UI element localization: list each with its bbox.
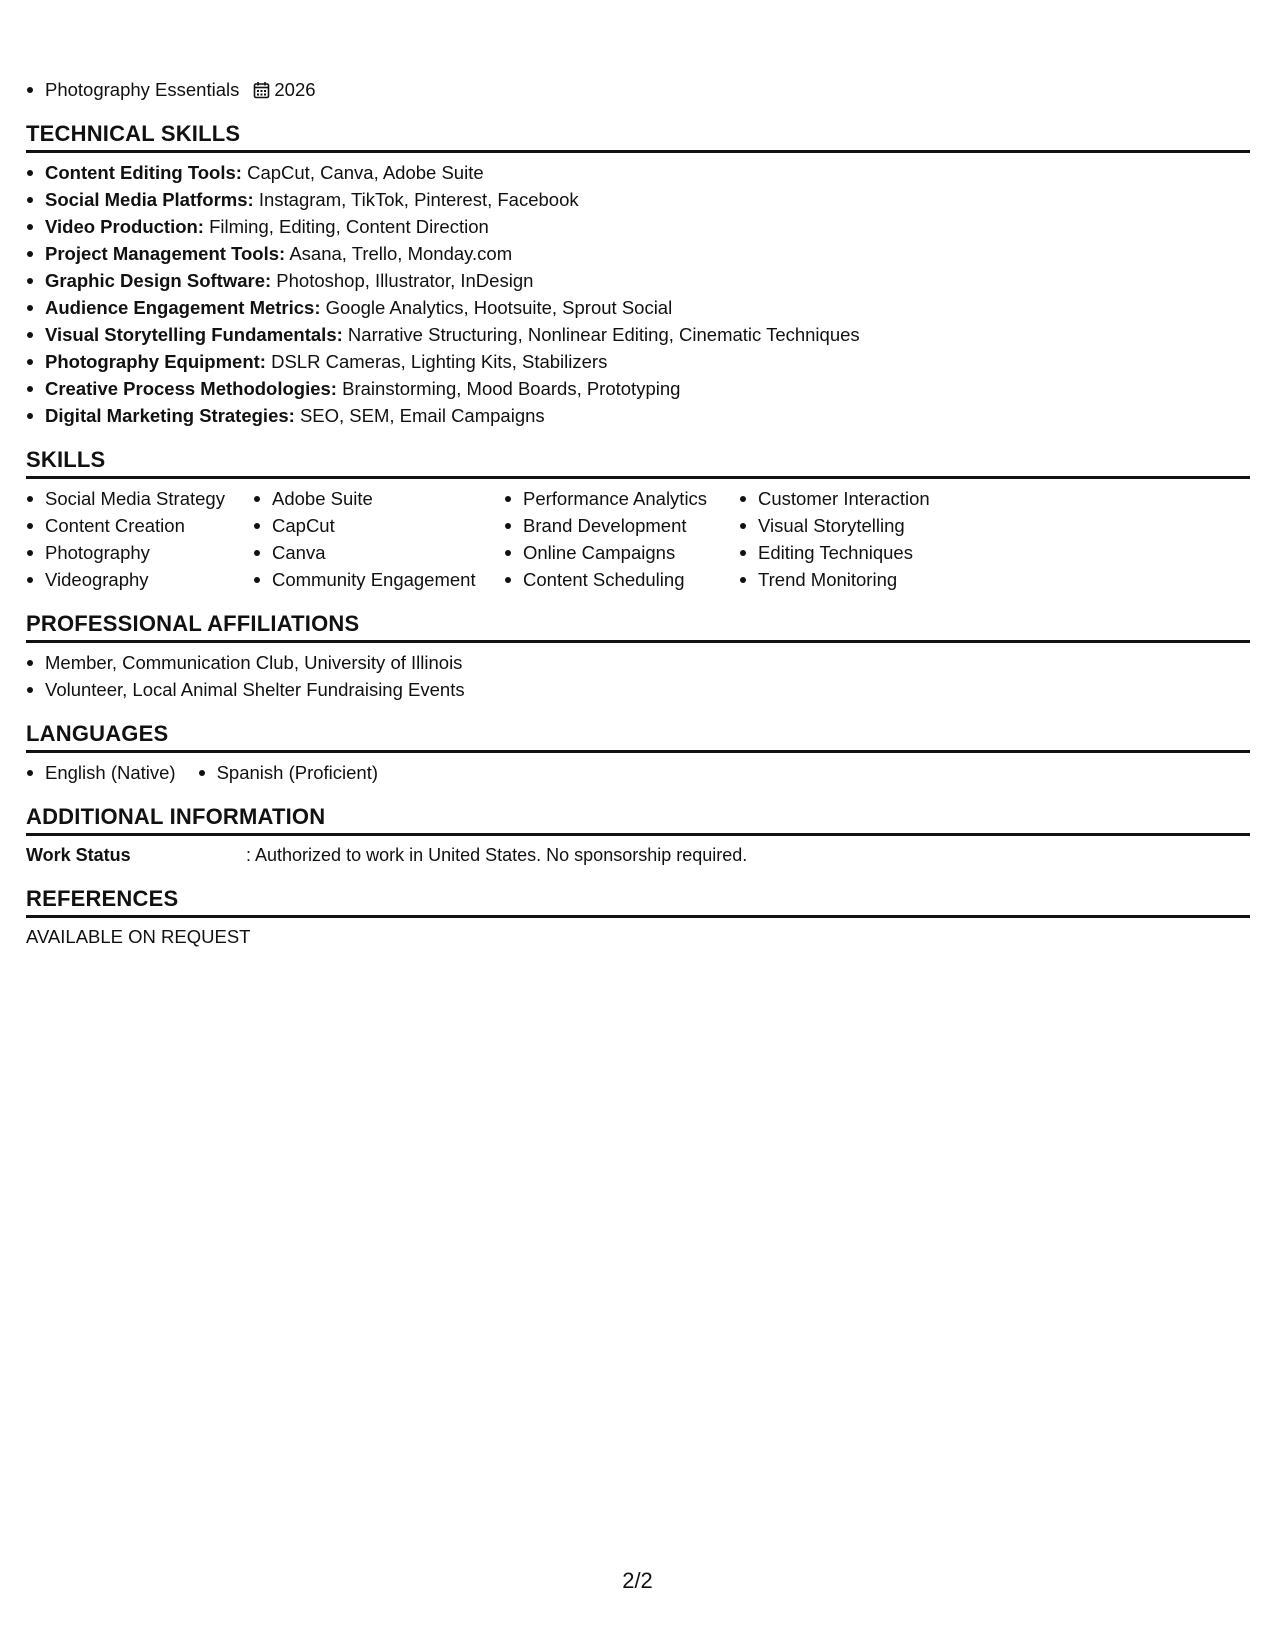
skill-item: Editing Techniques	[739, 539, 930, 566]
section-title: REFERENCES	[26, 886, 1250, 918]
technical-skill-label: Social Media Platforms:	[45, 189, 254, 210]
section-title: ADDITIONAL INFORMATION	[26, 804, 1250, 836]
technical-skill-item	[26, 294, 1250, 321]
technical-skill-item	[26, 402, 1250, 429]
technical-skill-value: Asana, Trello, Monday.com	[289, 243, 513, 264]
languages-list	[26, 753, 1250, 786]
skills-section	[26, 447, 1250, 593]
technical-skill-label: Photography Equipment:	[45, 351, 266, 372]
affiliations-list	[26, 643, 1250, 703]
skill-item: Videography	[26, 566, 229, 593]
skill-item: Customer Interaction	[739, 485, 930, 512]
skill-item: Social Media Strategy	[26, 485, 229, 512]
skill-item: Content Scheduling	[504, 566, 716, 593]
list-item: Volunteer, Local Animal Shelter Fundraising Events	[26, 676, 1250, 703]
technical-skill-item	[26, 159, 1250, 186]
technical-skill-value: DSLR Cameras, Lighting Kits, Stabilizers	[271, 351, 608, 372]
section-title: LANGUAGES	[26, 721, 1250, 753]
technical-skill-value: Brainstorming, Mood Boards, Prototyping	[342, 378, 681, 399]
references-text: AVAILABLE ON REQUEST	[26, 926, 251, 947]
technical-skill-value: Instagram, TikTok, Pinterest, Facebook	[258, 189, 579, 210]
skill-item: CapCut	[253, 512, 481, 539]
section-title: SKILLS	[26, 447, 1250, 479]
certification-list	[26, 76, 1250, 103]
additional-info-section	[26, 804, 1250, 868]
technical-skill-value: CapCut, Canva, Adobe Suite	[247, 162, 484, 183]
skill-item: Online Campaigns	[504, 539, 716, 566]
technical-skill-label: Digital Marketing Strategies:	[45, 405, 295, 426]
technical-skill-label: Content Editing Tools:	[45, 162, 242, 183]
technical-skill-value: SEO, SEM, Email Campaigns	[299, 405, 545, 426]
work-status-value: : Authorized to work in United States. No sponsorship required.	[246, 845, 748, 865]
technical-skill-value: Photoshop, Illustrator, InDesign	[276, 270, 534, 291]
references-section	[26, 886, 1250, 950]
technical-skills-section	[26, 121, 1250, 429]
skill-item: Brand Development	[504, 512, 716, 539]
section-title: PROFESSIONAL AFFILIATIONS	[26, 611, 1250, 643]
skill-item: Community Engagement	[253, 566, 481, 593]
page-number: 2/2	[622, 1568, 653, 1593]
technical-skill-label: Visual Storytelling Fundamentals:	[45, 324, 343, 345]
technical-skills-list	[26, 153, 1250, 429]
technical-skill-item	[26, 186, 1250, 213]
languages-section	[26, 721, 1250, 786]
skill-item: Content Creation	[26, 512, 229, 539]
skill-item: Performance Analytics	[504, 485, 716, 512]
section-title: TECHNICAL SKILLS	[26, 121, 1250, 153]
list-item: Member, Communication Club, University of Illinois	[26, 649, 1250, 676]
work-status-row	[26, 836, 1250, 868]
skill-item: Canva	[253, 539, 481, 566]
technical-skill-item	[26, 321, 1250, 348]
skills-column	[504, 485, 716, 593]
skill-item: Adobe Suite	[253, 485, 481, 512]
technical-skill-item	[26, 375, 1250, 402]
skill-item: Trend Monitoring	[739, 566, 930, 593]
skills-column	[26, 485, 229, 593]
affiliations-section	[26, 611, 1250, 703]
skill-item: Photography	[26, 539, 229, 566]
technical-skill-label: Video Production:	[45, 216, 204, 237]
technical-skill-label: Project Management Tools:	[45, 243, 286, 264]
technical-skill-value: Narrative Structuring, Nonlinear Editing, Cinematic Techniques	[347, 324, 860, 345]
skills-column	[253, 485, 481, 593]
technical-skill-item	[26, 348, 1250, 375]
calendar-icon	[253, 81, 270, 99]
language-item: English (Native)	[26, 759, 176, 786]
resume-page	[26, 76, 1250, 950]
technical-skill-item	[26, 240, 1250, 267]
language-item: Spanish (Proficient)	[198, 759, 378, 786]
technical-skill-value: Filming, Editing, Content Direction	[209, 216, 489, 237]
technical-skill-item	[26, 213, 1250, 240]
technical-skill-label: Audience Engagement Metrics:	[45, 297, 321, 318]
certification-name: Photography Essentials	[45, 79, 240, 100]
certification-item	[26, 76, 1250, 103]
technical-skill-value: Google Analytics, Hootsuite, Sprout Social	[325, 297, 673, 318]
work-status-label: Work Status	[26, 845, 131, 865]
certification-year: 2026	[274, 79, 316, 100]
skills-column	[739, 485, 930, 593]
certification-date	[253, 76, 315, 103]
technical-skill-label: Creative Process Methodologies:	[45, 378, 337, 399]
skill-item: Visual Storytelling	[739, 512, 930, 539]
technical-skill-label: Graphic Design Software:	[45, 270, 272, 291]
technical-skill-item	[26, 267, 1250, 294]
skills-grid	[26, 479, 1250, 593]
